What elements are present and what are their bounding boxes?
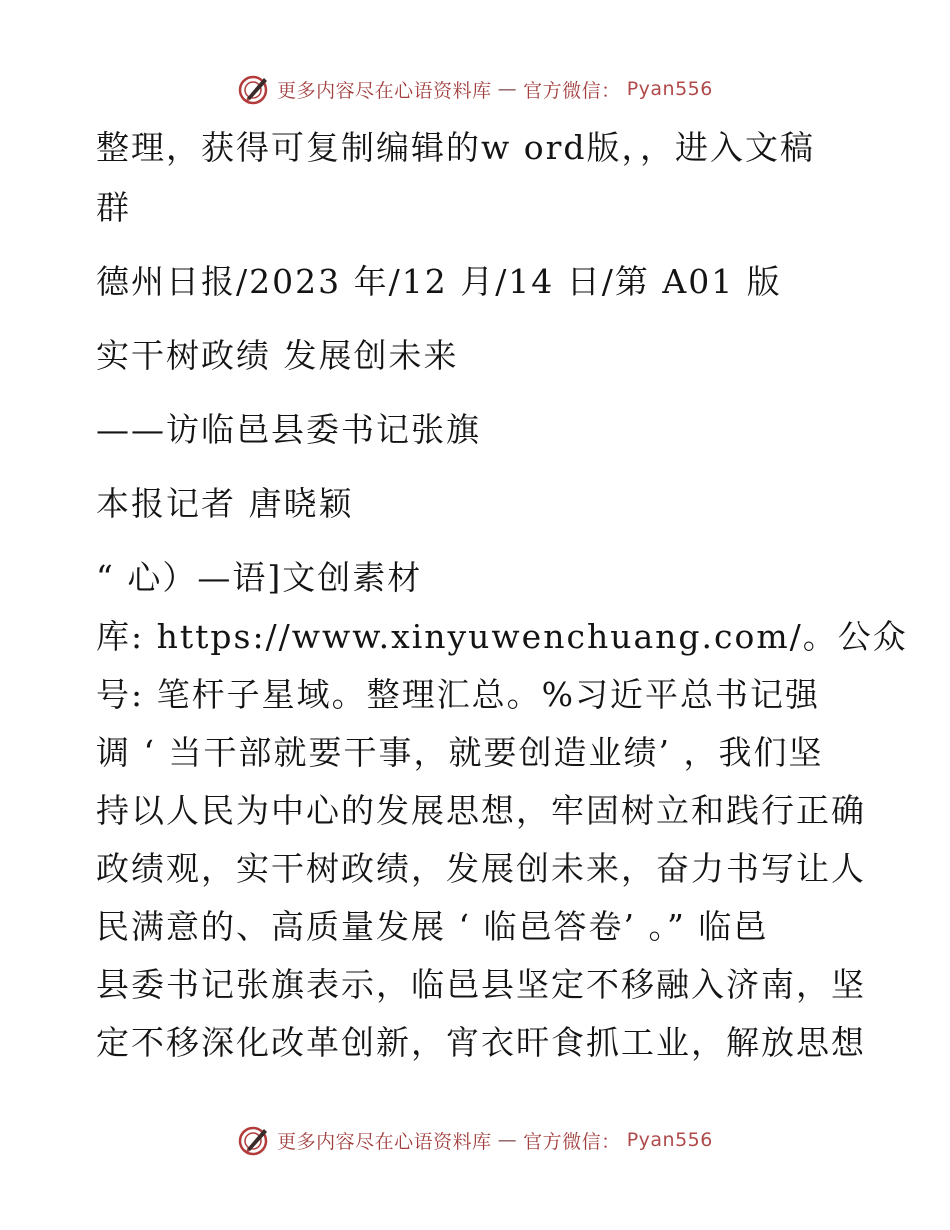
watermark-text: 更多内容尽在心语资料库 (277, 1130, 492, 1153)
document-body (96, 118, 908, 1072)
body-line: 县委书记张旗表示，临邑县坚定不移融入济南，坚 (96, 965, 866, 1004)
watermark-separator: — (497, 78, 518, 100)
footer-watermark (0, 1123, 950, 1157)
watermark-separator: — (497, 1129, 518, 1151)
byline: 本报记者 唐晓颖 (96, 484, 354, 523)
body-line: 号: 笔杆子星域。整理汇总。%习近平总书记强 (96, 675, 820, 714)
intro-line: 群 (96, 188, 131, 227)
body-line: 调 ‘ 当干部就要干事，就要创造业绩’ ，我们坚 (96, 733, 824, 772)
watermark-text: 更多内容尽在心语资料库 (277, 79, 492, 102)
body-line: 持以人民为中心的发展思想，牢固树立和践行正确 (96, 791, 866, 830)
watermark-official: 官方微信： (523, 1130, 621, 1153)
article-title: 实干树政绩 发展创未来 (96, 336, 459, 375)
intro-line: 整理，获得可复制编辑的w ord版，，进入文稿 (96, 128, 816, 167)
article-subtitle: ——访临邑县委书记张旗 (96, 410, 481, 449)
quill-logo-icon (237, 1123, 271, 1157)
header-watermark (0, 72, 950, 106)
watermark-official: 官方微信： (523, 79, 621, 102)
body-line: 政绩观，实干树政绩，发展创未来，奋力书写让人 (96, 849, 866, 888)
dateline: 德州日报/2023 年/12 月/14 日/第 A01 版 (96, 262, 782, 301)
body-line: 定不移深化改革创新，宵衣旰食抓工业，解放思想 (96, 1023, 866, 1062)
body-line: 库: https://www.xinyuwenchuang.com/。公众 (96, 617, 908, 656)
body-line: 民满意的、高质量发展 ‘ 临邑答卷’ 。” 临邑 (96, 907, 769, 946)
watermark-account: Pyan556 (626, 1129, 713, 1151)
quill-logo-icon (237, 72, 271, 106)
watermark-account: Pyan556 (626, 78, 713, 100)
source-line: “ 心）—语]文创素材 (96, 558, 423, 597)
